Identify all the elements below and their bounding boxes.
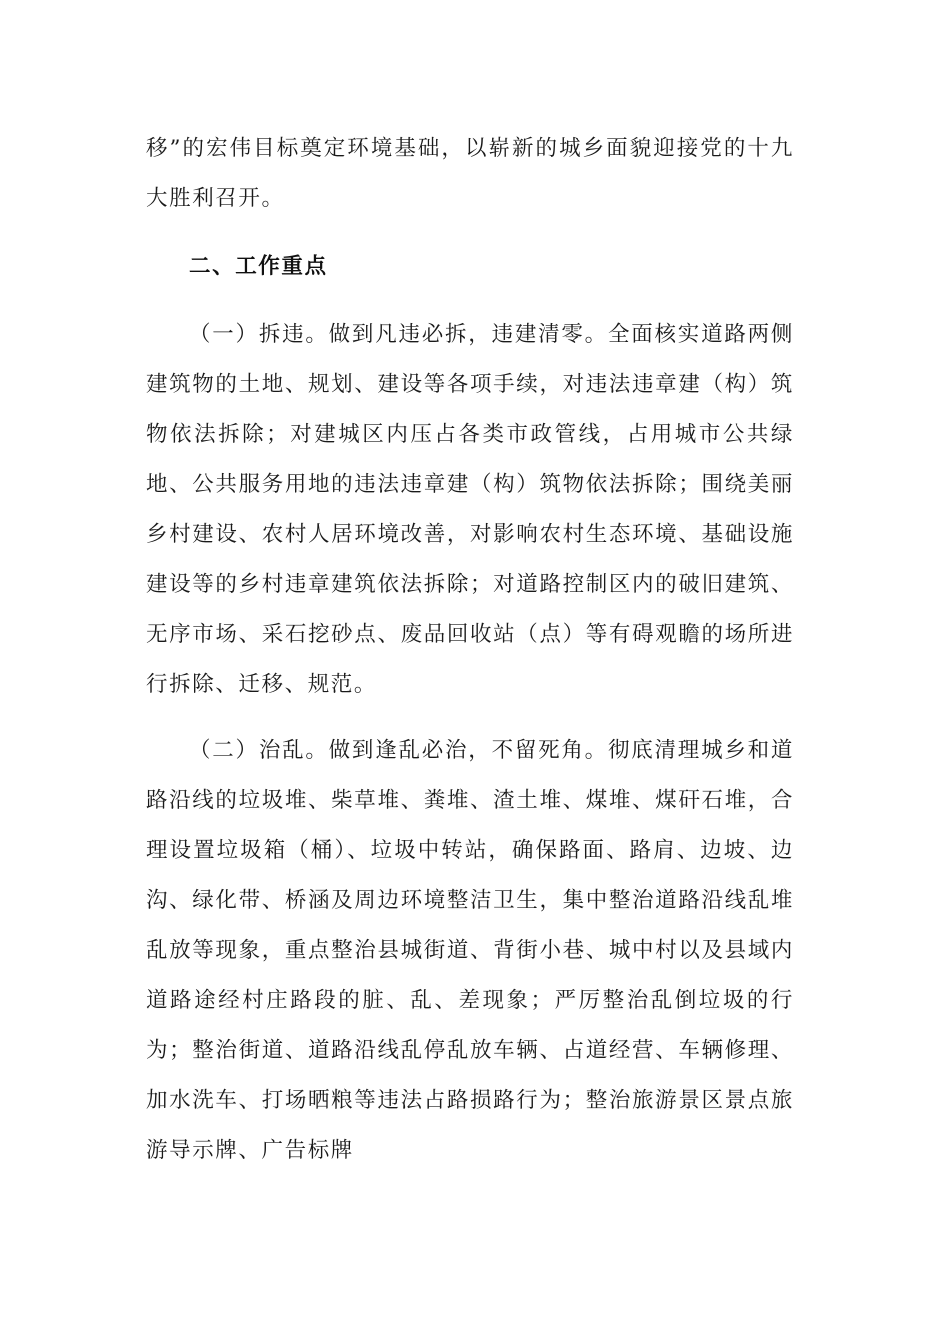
section-heading: 二、工作重点	[189, 254, 328, 279]
paragraph-rectification: （二）治乱。做到逢乱必治，不留死角。彻底清理城乡和道路沿线的垃圾堆、柴草堆、粪堆、渣土堆、煤堆、煤矸石堆，合理设置垃圾箱（桶）、垃圾中转站，确保路面、路肩、边坡、边沟、绿化带、桥涵及周边环境整洁卫生，集中整治道路沿线乱堆乱放等现象，重点整治县城街道、背街小巷、城中村以及县域内道路途经村庄路段的脏、乱、差现象；严厉整治乱倒垃圾的行为；整治街道、道路沿线乱停乱放车辆、占道经营、车辆修理、加水洗车、打场晒粮等违法占路损路行为；整治旅游景区景点旅游导示牌、广告标牌	[146, 738, 794, 1163]
paragraph-demolition: （一）拆违。做到凡违必拆，违建清零。全面核实道路两侧建筑物的土地、规划、建设等各项手续，对违法违章建（构）筑物依法拆除；对建城区内压占各类市政管线，占用城市公共绿地、公共服务用地的违法违章建（构）筑物依法拆除；围绕美丽乡村建设、农村人居环境改善，对影响农村生态环境、基础设施建设等的乡村违章建筑依法拆除；对道路控制区内的破旧建筑、无序市场、采石挖砂点、废品回收站（点）等有碍观瞻的场所进行拆除、迁移、规范。	[146, 322, 794, 697]
continuation-paragraph: 移”的宏伟目标奠定环境基础，以崭新的城乡面貌迎接党的十九大胜利召开。	[146, 136, 794, 211]
